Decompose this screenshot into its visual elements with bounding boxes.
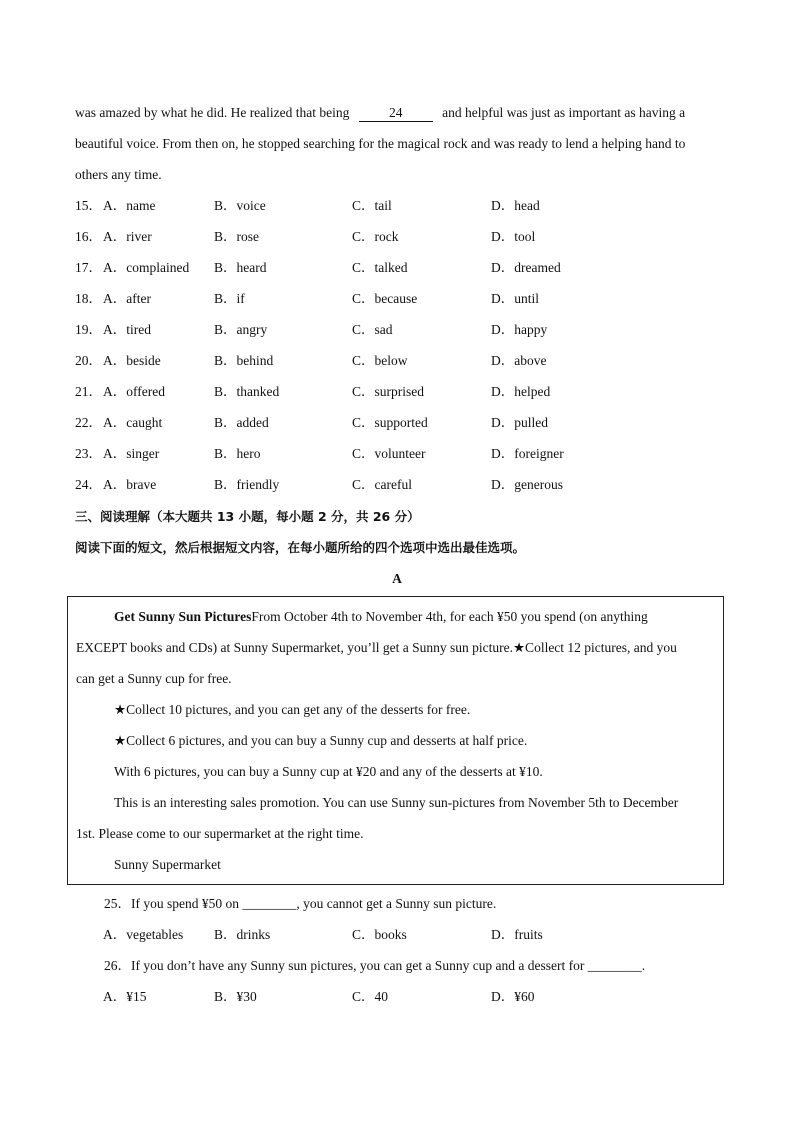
notice-text: From October 4th to November 4th, for each ¥50 you spend (on anything — [251, 609, 648, 624]
question-26-options — [75, 988, 725, 1006]
option-d[interactable]: D．head — [491, 198, 540, 213]
option-a[interactable]: A．complained — [103, 260, 190, 275]
option-d[interactable]: D．happy — [491, 322, 548, 337]
option-b[interactable]: B．hero — [214, 446, 261, 461]
passage-line-2: beautiful voice. From then on, he stopped searching for the magical rock and was ready to lend a helping hand to — [75, 136, 686, 151]
option-a[interactable]: A．beside — [103, 353, 161, 368]
option-d[interactable]: D．¥60 — [491, 989, 535, 1004]
question-25-options — [75, 926, 725, 944]
notice-box — [67, 596, 724, 885]
question-number: 16． — [75, 229, 102, 244]
passage-text: and helpful was just as important as having a — [442, 105, 686, 120]
option-d[interactable]: D．fruits — [491, 927, 543, 942]
cloze-option-row — [75, 290, 725, 308]
question-number: 19． — [75, 322, 102, 337]
cloze-option-row — [75, 321, 725, 339]
notice-signature: Sunny Supermarket — [114, 857, 221, 872]
option-b[interactable]: B．if — [214, 291, 245, 306]
option-a[interactable]: A．after — [103, 291, 151, 306]
option-d[interactable]: D．generous — [491, 477, 563, 492]
question-number: 23． — [75, 446, 102, 461]
option-b[interactable]: B．thanked — [214, 384, 280, 399]
section-heading: 三、阅读理解（本大题共 13 小题，每小题 2 分，共 26 分） — [75, 509, 420, 524]
option-d[interactable]: D．until — [491, 291, 540, 306]
cloze-option-row — [75, 476, 725, 494]
question-number: 18． — [75, 291, 102, 306]
option-c[interactable]: C．below — [352, 353, 408, 368]
question-number: 15． — [75, 198, 102, 213]
option-c[interactable]: C．books — [352, 927, 407, 942]
notice-line-7: This is an interesting sales promotion. You can use Sunny sun-pictures from November 5th to December — [114, 795, 679, 810]
option-a[interactable]: A．vegetables — [103, 927, 184, 942]
question-number: 22． — [75, 415, 102, 430]
cloze-option-row — [75, 383, 725, 401]
option-d[interactable]: D．helped — [491, 384, 551, 399]
section-instruction: 阅读下面的短文，然后根据短文内容，在每小题所给的四个选项中选出最佳选项。 — [75, 540, 526, 555]
option-d[interactable]: D．pulled — [491, 415, 548, 430]
notice-title: Get Sunny Sun Pictures — [114, 609, 252, 624]
question-number: 24． — [75, 477, 102, 492]
notice-line-3: can get a Sunny cup for free. — [76, 671, 232, 686]
cloze-option-row — [75, 197, 725, 215]
blank-24: 24 — [359, 105, 433, 122]
option-c[interactable]: C．talked — [352, 260, 408, 275]
cloze-option-row — [75, 259, 725, 277]
option-c[interactable]: C．supported — [352, 415, 428, 430]
notice-line-5: ★Collect 6 pictures, and you can buy a Sunny cup and desserts at half price. — [114, 733, 528, 748]
passage-text: was amazed by what he did. He realized that being — [75, 105, 350, 120]
notice-line-8: 1st. Please come to our supermarket at the right time. — [76, 826, 364, 841]
option-a[interactable]: A．caught — [103, 415, 163, 430]
passage-line-1 — [75, 104, 719, 122]
option-d[interactable]: D．dreamed — [491, 260, 561, 275]
option-a[interactable]: A．river — [103, 229, 152, 244]
notice-line-1 — [114, 608, 720, 626]
option-c[interactable]: C．because — [352, 291, 418, 306]
question-26-stem: 26．If you don’t have any Sunny sun pictures, you can get a Sunny cup and a dessert for ________. — [104, 958, 646, 973]
question-number: 17． — [75, 260, 102, 275]
option-b[interactable]: B．rose — [214, 229, 259, 244]
option-a[interactable]: A．singer — [103, 446, 160, 461]
option-c[interactable]: C．volunteer — [352, 446, 426, 461]
option-a[interactable]: A．tired — [103, 322, 151, 337]
option-c[interactable]: C．40 — [352, 989, 389, 1004]
option-d[interactable]: D．above — [491, 353, 547, 368]
passage-line-3: others any time. — [75, 167, 162, 182]
option-b[interactable]: B．friendly — [214, 477, 280, 492]
question-number: 21． — [75, 384, 102, 399]
notice-line-6: With 6 pictures, you can buy a Sunny cup at ¥20 and any of the desserts at ¥10. — [114, 764, 543, 779]
option-b[interactable]: B．drinks — [214, 927, 271, 942]
option-a[interactable]: A．name — [103, 198, 156, 213]
question-number: 20． — [75, 353, 102, 368]
option-c[interactable]: C．sad — [352, 322, 393, 337]
cloze-option-row — [75, 352, 725, 370]
option-b[interactable]: B．added — [214, 415, 269, 430]
cloze-option-row — [75, 445, 725, 463]
option-b[interactable]: B．voice — [214, 198, 266, 213]
option-a[interactable]: A．offered — [103, 384, 165, 399]
option-b[interactable]: B．angry — [214, 322, 268, 337]
option-b[interactable]: B．¥30 — [214, 989, 257, 1004]
cloze-option-row — [75, 414, 725, 432]
cloze-option-row — [75, 228, 725, 246]
notice-line-2: EXCEPT books and CDs) at Sunny Supermarket, you’ll get a Sunny sun picture.★Collect 12 pictures, and you — [76, 640, 677, 655]
option-b[interactable]: B．heard — [214, 260, 267, 275]
option-c[interactable]: C．rock — [352, 229, 399, 244]
option-c[interactable]: C．surprised — [352, 384, 424, 399]
option-d[interactable]: D．tool — [491, 229, 536, 244]
question-25-stem: 25．If you spend ¥50 on ________, you cannot get a Sunny sun picture. — [104, 896, 497, 911]
part-label: A — [392, 571, 402, 586]
notice-line-4: ★Collect 10 pictures, and you can get any of the desserts for free. — [114, 702, 471, 717]
option-d[interactable]: D．foreigner — [491, 446, 564, 461]
option-a[interactable]: A．brave — [103, 477, 157, 492]
option-c[interactable]: C．careful — [352, 477, 412, 492]
option-a[interactable]: A．¥15 — [103, 989, 147, 1004]
option-b[interactable]: B．behind — [214, 353, 274, 368]
option-c[interactable]: C．tail — [352, 198, 392, 213]
